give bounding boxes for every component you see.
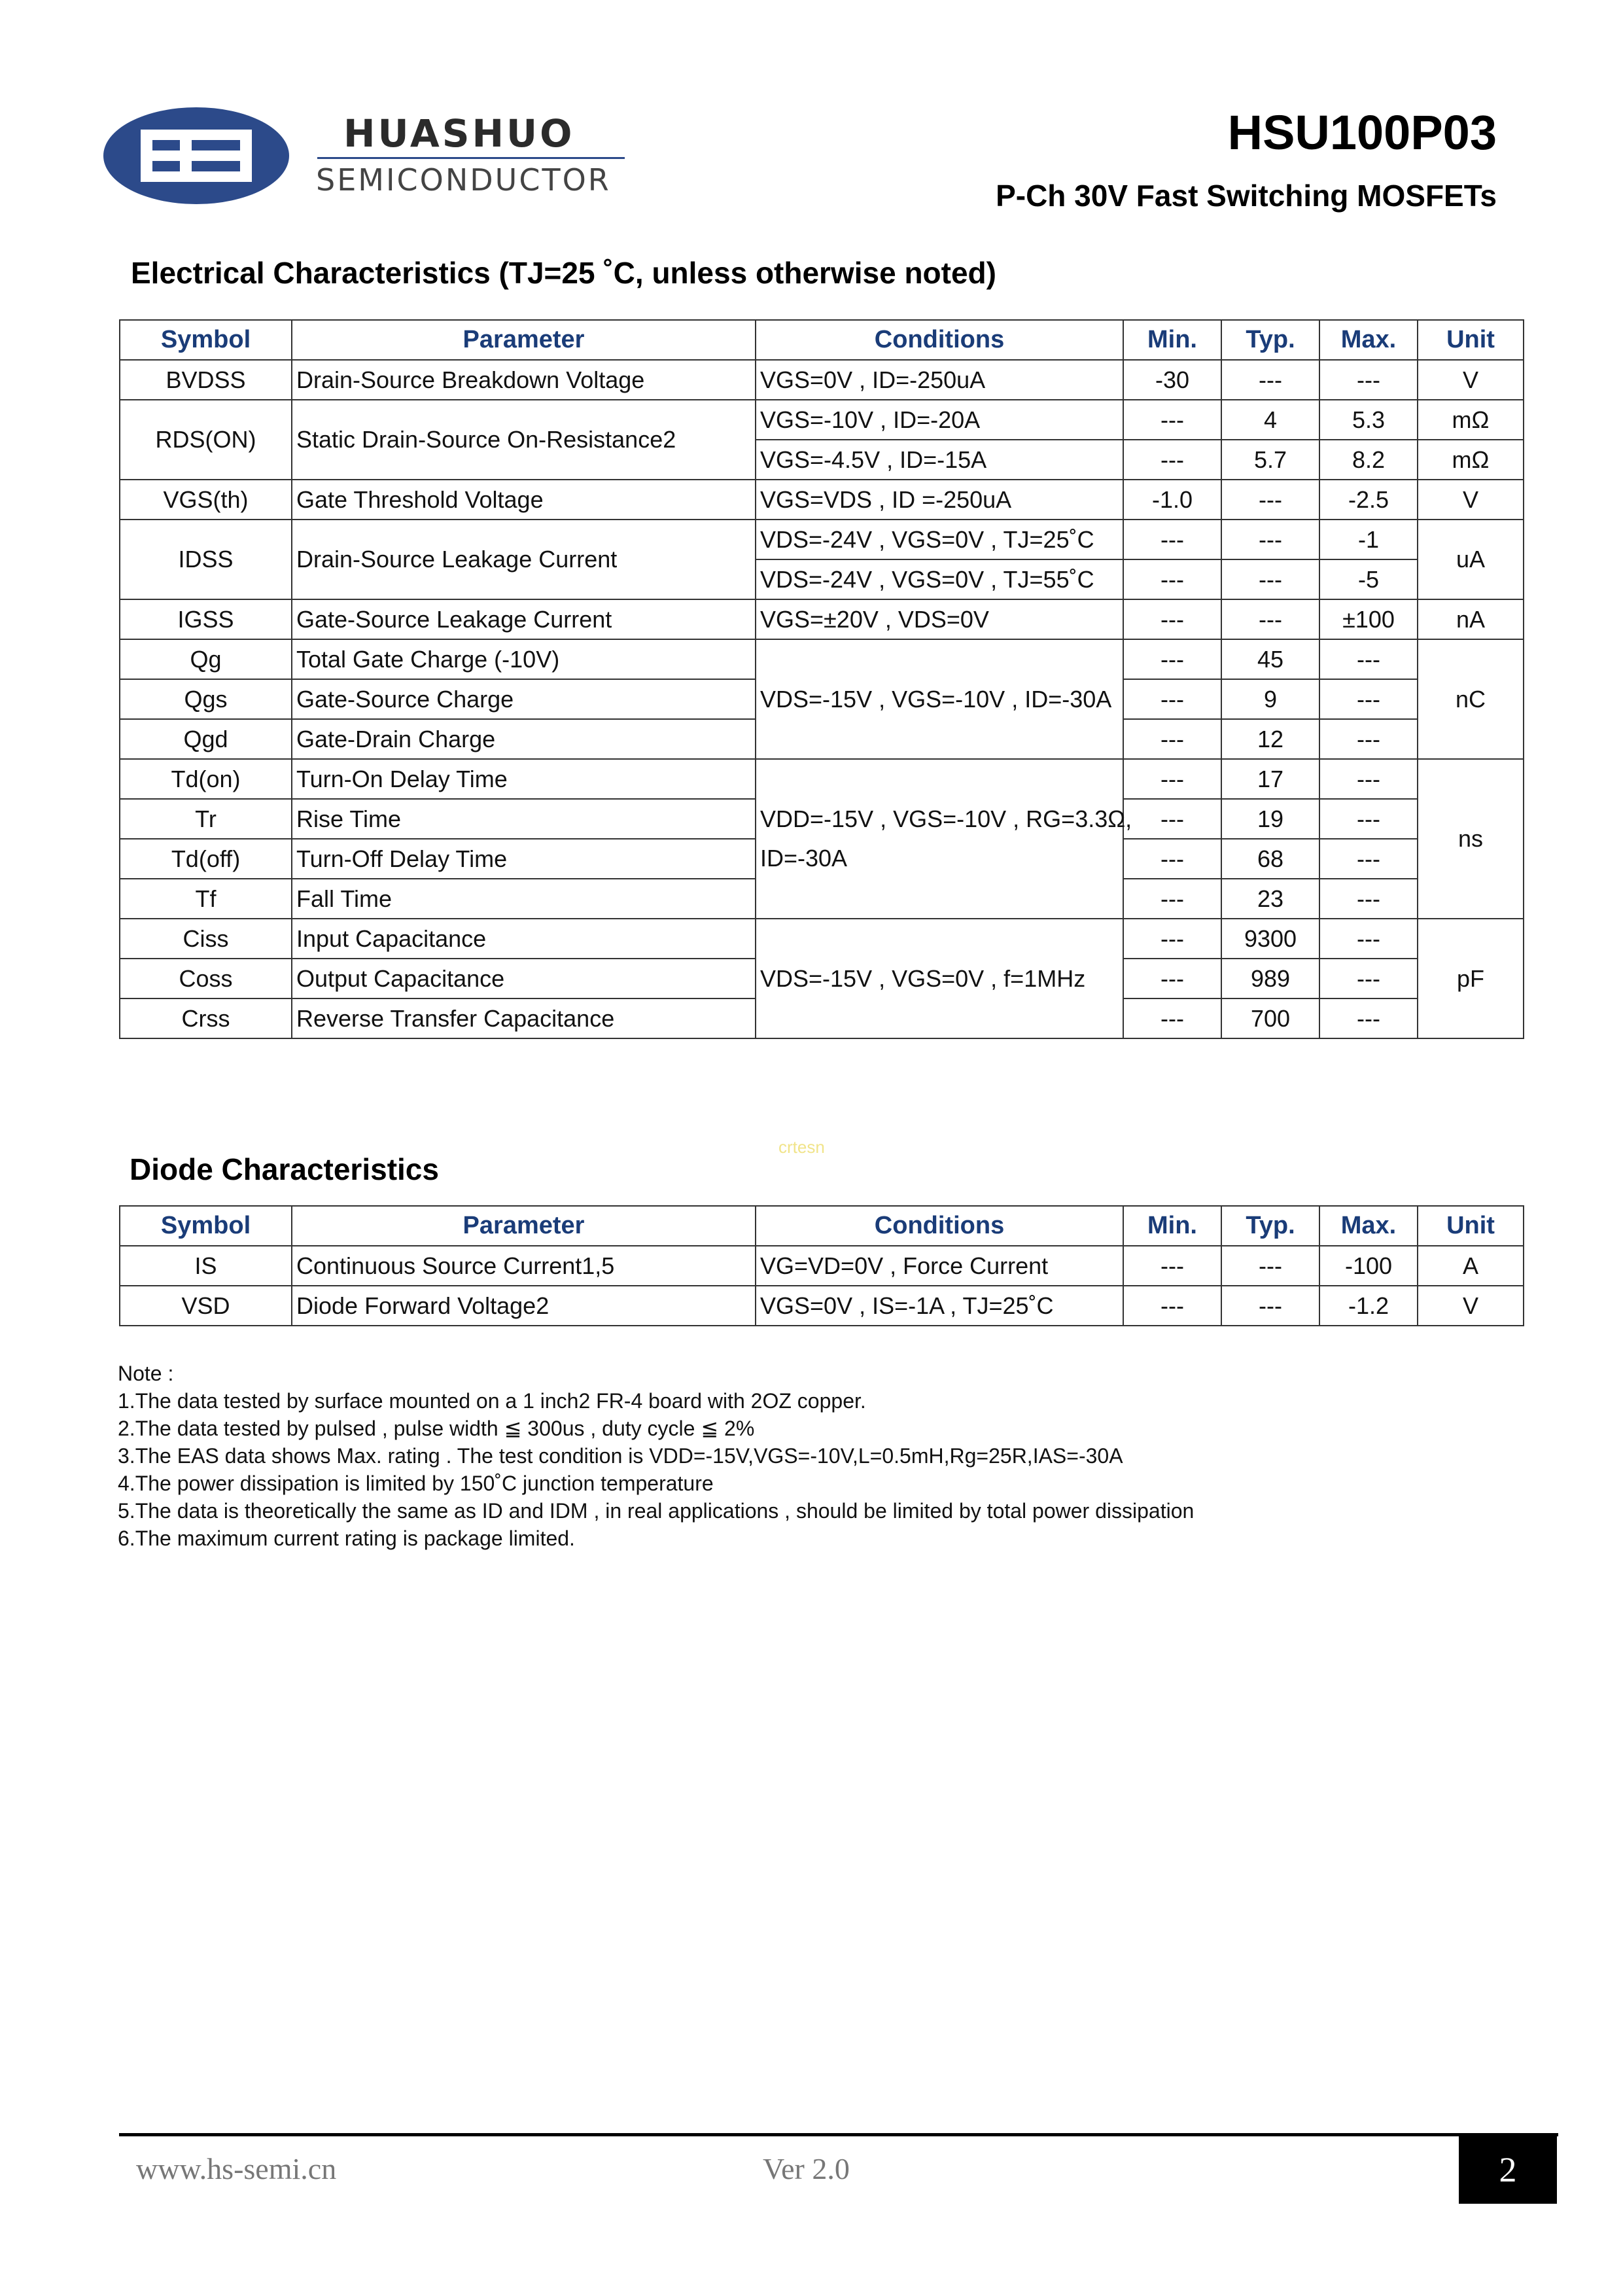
max-cell: -1.2	[1319, 1286, 1418, 1326]
min-cell: ---	[1123, 1246, 1221, 1286]
footer-divider	[119, 2133, 1558, 2136]
symbol-cell: Td(on)	[120, 759, 292, 799]
typ-cell: 5.7	[1221, 440, 1319, 480]
min-cell: ---	[1123, 559, 1221, 599]
typ-cell: 68	[1221, 839, 1319, 879]
cond-cell: VGS=0V , IS=-1A , TJ=25˚C	[756, 1286, 1123, 1326]
symbol-cell: IS	[120, 1246, 292, 1286]
watermark-text: crtesn	[778, 1137, 825, 1157]
unit-cell: nA	[1418, 599, 1524, 639]
max-cell: ---	[1319, 360, 1418, 400]
param-cell: Fall Time	[292, 879, 756, 919]
symbol-cell: BVDSS	[120, 360, 292, 400]
col-typ: Typ.	[1221, 1206, 1319, 1246]
min-cell: ---	[1123, 400, 1221, 440]
note-item: 5.The data is theoretically the same as ID and IDM , in real applications , should be limited by total power dissipation	[118, 1499, 1195, 1523]
cond-cell: VGS=0V , ID=-250uA	[756, 360, 1123, 400]
min-cell: ---	[1123, 599, 1221, 639]
product-subtitle: P-Ch 30V Fast Switching MOSFETs	[996, 179, 1497, 213]
cond-cell	[756, 759, 1132, 919]
col-max: Max.	[1319, 320, 1418, 360]
typ-cell: 23	[1221, 879, 1319, 919]
cond-cell: VDS=-24V , VGS=0V , TJ=25˚C	[756, 520, 1123, 559]
param-cell: Turn-On Delay Time	[292, 759, 756, 799]
min-cell: ---	[1123, 639, 1221, 679]
min-cell: ---	[1123, 959, 1221, 998]
symbol-cell: Qgs	[120, 679, 292, 719]
brand-name: HUASHUO	[343, 111, 575, 156]
typ-cell: 17	[1221, 759, 1319, 799]
cond-cell: VDS=-24V , VGS=0V , TJ=55˚C	[756, 559, 1123, 599]
min-cell: ---	[1123, 520, 1221, 559]
min-cell: ---	[1123, 1286, 1221, 1326]
col-parameter: Parameter	[292, 1206, 756, 1246]
symbol-cell: IGSS	[120, 599, 292, 639]
typ-cell: 700	[1221, 998, 1319, 1038]
cond-line: VDD=-15V , VGS=-10V , RG=3.3Ω,	[760, 805, 1132, 832]
table-row	[120, 520, 1524, 559]
typ-cell: 12	[1221, 719, 1319, 759]
table-header-row	[120, 320, 1524, 360]
param-cell: Gate Threshold Voltage	[292, 480, 756, 520]
param-cell: Total Gate Charge (-10V)	[292, 639, 756, 679]
unit-cell: mΩ	[1418, 440, 1524, 480]
table-header-row	[120, 1206, 1524, 1246]
cond-cell: VDS=-15V , VGS=0V , f=1MHz	[756, 919, 1123, 1038]
typ-cell: 19	[1221, 799, 1319, 839]
max-cell: ---	[1319, 719, 1418, 759]
typ-cell: 989	[1221, 959, 1319, 998]
param-cell: Rise Time	[292, 799, 756, 839]
table-row	[120, 639, 1524, 679]
min-cell: ---	[1123, 839, 1221, 879]
symbol-cell: VGS(th)	[120, 480, 292, 520]
param-cell: Reverse Transfer Capacitance	[292, 998, 756, 1038]
footer-website-link[interactable]: www.hs-semi.cn	[136, 2152, 337, 2185]
unit-cell: V	[1418, 480, 1524, 520]
max-cell: ±100	[1319, 599, 1418, 639]
max-cell: 8.2	[1319, 440, 1418, 480]
cond-cell: VGS=VDS , ID =-250uA	[756, 480, 1123, 520]
param-cell: Drain-Source Leakage Current	[292, 520, 756, 599]
table-row	[120, 759, 1524, 799]
cond-cell: VG=VD=0V , Force Current	[756, 1246, 1123, 1286]
table-row	[120, 480, 1524, 520]
min-cell: ---	[1123, 440, 1221, 480]
max-cell: ---	[1319, 879, 1418, 919]
max-cell: ---	[1319, 679, 1418, 719]
typ-cell: ---	[1221, 360, 1319, 400]
symbol-cell: Tr	[120, 799, 292, 839]
param-cell: Static Drain-Source On-Resistance2	[292, 400, 756, 480]
part-number: HSU100P03	[1227, 105, 1497, 160]
symbol-cell: Ciss	[120, 919, 292, 959]
table-row	[120, 919, 1524, 959]
diode-table	[119, 1205, 1524, 1326]
cond-cell: VGS=-10V , ID=-20A	[756, 400, 1123, 440]
max-cell: 5.3	[1319, 400, 1418, 440]
note-item: 1.The data tested by surface mounted on a 1 inch2 FR-4 board with 2OZ copper.	[118, 1389, 866, 1413]
col-min: Min.	[1123, 320, 1221, 360]
symbol-cell: Qgd	[120, 719, 292, 759]
unit-cell: pF	[1418, 919, 1524, 1038]
min-cell: ---	[1123, 919, 1221, 959]
col-typ: Typ.	[1221, 320, 1319, 360]
symbol-cell: IDSS	[120, 520, 292, 599]
typ-cell: 9	[1221, 679, 1319, 719]
cond-line: ID=-30A	[760, 845, 848, 872]
param-cell: Gate-Drain Charge	[292, 719, 756, 759]
typ-cell: ---	[1221, 520, 1319, 559]
symbol-cell: Qg	[120, 639, 292, 679]
symbol-cell: Crss	[120, 998, 292, 1038]
symbol-cell: Coss	[120, 959, 292, 998]
symbol-cell: Tf	[120, 879, 292, 919]
note-item: 2.The data tested by pulsed , pulse width ≦ 300us , duty cycle ≦ 2%	[118, 1417, 755, 1440]
typ-cell: ---	[1221, 1286, 1319, 1326]
col-parameter: Parameter	[292, 320, 756, 360]
symbol-cell: VSD	[120, 1286, 292, 1326]
col-conditions: Conditions	[756, 1206, 1123, 1246]
unit-cell: nC	[1418, 639, 1524, 759]
min-cell: -30	[1123, 360, 1221, 400]
electrical-table	[119, 319, 1524, 1039]
typ-cell: ---	[1221, 480, 1319, 520]
max-cell: ---	[1319, 799, 1418, 839]
notes-block	[118, 1360, 1194, 1552]
max-cell: ---	[1319, 998, 1418, 1038]
typ-cell: ---	[1221, 559, 1319, 599]
min-cell: ---	[1123, 998, 1221, 1038]
max-cell: -100	[1319, 1246, 1418, 1286]
col-conditions: Conditions	[756, 320, 1123, 360]
unit-cell: A	[1418, 1246, 1524, 1286]
col-symbol: Symbol	[120, 1206, 292, 1246]
diode-section-title: Diode Characteristics	[130, 1152, 439, 1186]
page-number: 2	[1459, 2136, 1557, 2204]
col-min: Min.	[1123, 1206, 1221, 1246]
max-cell: ---	[1319, 959, 1418, 998]
max-cell: ---	[1319, 759, 1418, 799]
table-row	[120, 1286, 1524, 1326]
notes-heading: Note :	[118, 1362, 174, 1385]
typ-cell: 4	[1221, 400, 1319, 440]
typ-cell: ---	[1221, 599, 1319, 639]
symbol-cell: RDS(ON)	[120, 400, 292, 480]
min-cell: ---	[1123, 879, 1221, 919]
note-item: 6.The maximum current rating is package limited.	[118, 1527, 575, 1550]
param-cell: Continuous Source Current1,5	[292, 1246, 756, 1286]
cond-cell: VGS=-4.5V , ID=-15A	[756, 440, 1123, 480]
typ-cell: 9300	[1221, 919, 1319, 959]
min-cell: ---	[1123, 759, 1221, 799]
param-cell: Input Capacitance	[292, 919, 756, 959]
max-cell: ---	[1319, 839, 1418, 879]
min-cell: ---	[1123, 799, 1221, 839]
col-unit: Unit	[1418, 320, 1524, 360]
cond-cell: VGS=±20V , VDS=0V	[756, 599, 1123, 639]
col-unit: Unit	[1418, 1206, 1524, 1246]
brand-subtitle: SEMICONDUCTOR	[316, 162, 611, 198]
min-cell: -1.0	[1123, 480, 1221, 520]
param-cell: Gate-Source Charge	[292, 679, 756, 719]
symbol-cell: Td(off)	[120, 839, 292, 879]
param-cell: Diode Forward Voltage2	[292, 1286, 756, 1326]
cond-cell: VDS=-15V , VGS=-10V , ID=-30A	[756, 639, 1123, 759]
electrical-section-title	[131, 255, 996, 291]
brand-divider	[317, 157, 625, 159]
min-cell: ---	[1123, 679, 1221, 719]
max-cell: ---	[1319, 919, 1418, 959]
min-cell: ---	[1123, 719, 1221, 759]
col-max: Max.	[1319, 1206, 1418, 1246]
note-item: 3.The EAS data shows Max. rating . The test condition is VDD=-15V,VGS=-10V,L=0.5mH,Rg=25R,IAS=-30A	[118, 1444, 1123, 1468]
footer-version: Ver 2.0	[763, 2152, 850, 2185]
electrical-title-text: Electrical Characteristics (TJ=25 ˚C, unless otherwise noted)	[131, 256, 996, 290]
table-row	[120, 599, 1524, 639]
table-row	[120, 1246, 1524, 1286]
param-cell: Gate-Source Leakage Current	[292, 599, 756, 639]
table-row	[120, 360, 1524, 400]
table-row	[120, 400, 1524, 440]
note-item: 4.The power dissipation is limited by 150˚C junction temperature	[118, 1472, 714, 1495]
max-cell: -1	[1319, 520, 1418, 559]
max-cell: ---	[1319, 639, 1418, 679]
unit-cell: uA	[1418, 520, 1524, 599]
typ-cell: 45	[1221, 639, 1319, 679]
unit-cell: ns	[1418, 759, 1524, 919]
param-cell: Turn-Off Delay Time	[292, 839, 756, 879]
unit-cell: V	[1418, 1286, 1524, 1326]
unit-cell: V	[1418, 360, 1524, 400]
huashuo-logo-icon	[101, 103, 291, 208]
typ-cell: ---	[1221, 1246, 1319, 1286]
param-cell: Drain-Source Breakdown Voltage	[292, 360, 756, 400]
max-cell: -5	[1319, 559, 1418, 599]
max-cell: -2.5	[1319, 480, 1418, 520]
unit-cell: mΩ	[1418, 400, 1524, 440]
col-symbol: Symbol	[120, 320, 292, 360]
param-cell: Output Capacitance	[292, 959, 756, 998]
